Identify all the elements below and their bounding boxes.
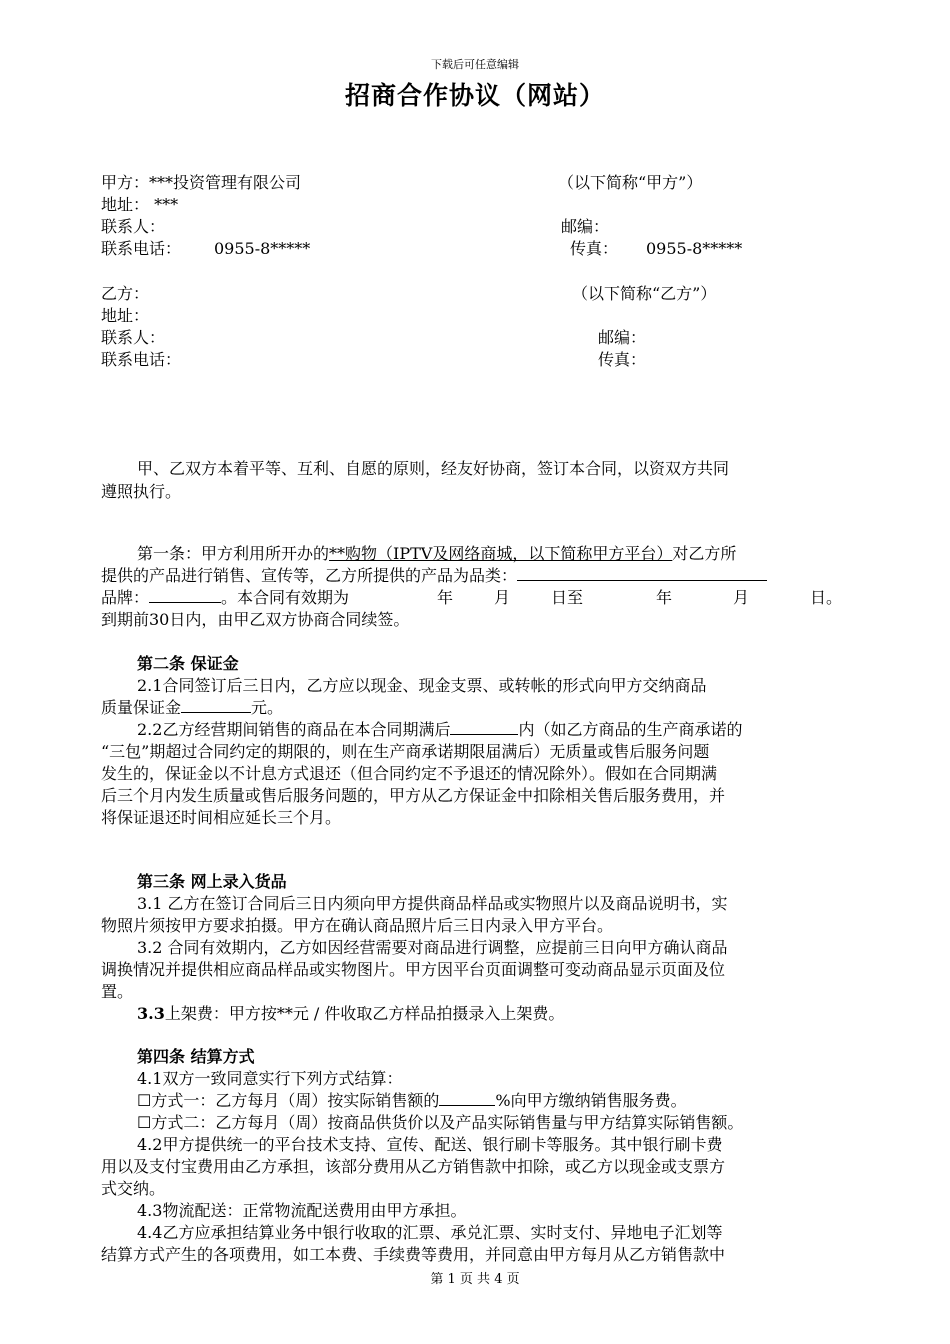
article-4-p4-line-1: 4.4乙方应承担结算业务中银行收取的汇票、承兑汇票、实时支付、异地电子汇划等 [137,1223,723,1242]
party-a-name: 甲方：***投资管理有限公司 [101,173,302,192]
article-3-p2-line-3: 置。 [101,982,134,1001]
article-4-p2-line-1: 4.2甲方提供统一的平台技术支持、宣传、配送、银行刷卡等服务。其中银行刷卡费 [137,1135,723,1154]
article-3-heading: 第三条 网上录入货品 [137,872,287,891]
brand-blank[interactable] [149,587,221,603]
start-month: 月 [494,588,511,607]
article-4-option-2: ☐方式二：乙方每月（周）按商品供货价以及产品实际销售量与甲方结算实际销售额。 [137,1113,744,1132]
party-a-fax: 0955-8***** [646,239,743,258]
end-month: 月 [733,588,750,607]
article-2-p1-line-1: 2.1合同签订后三日内，乙方应以现金、现金支票、或转帐的形式向甲方交纳商品 [137,676,707,695]
article-4-option-1: ☐方式一：乙方每月（周）按实际销售额的 %向甲方缴纳销售服务费。 [137,1091,687,1110]
article-2-p2-line-1: 2.2乙方经营期间销售的商品在本合同期满后 内（如乙方商品的生产商承诺的 [137,720,743,739]
header-note: 下载后可任意编辑 [431,58,519,71]
end-day: 日。 [810,588,843,607]
party-b-fax-label: 传真： [598,350,647,369]
page-number: 第 1 页 共 4 页 [430,1272,520,1287]
article-1-line-2: 提供的产品进行销售、宣传等，乙方所提供的产品为品类： [101,565,767,586]
article-3-p2-line-1: 3.2 合同有效期内，乙方如因经营需要对商品进行调整，应提前三日向甲方确认商品 [137,938,728,957]
article-1-line-1: 第一条：甲方利用所开办的**购物（IPTV及网络商城，以下简称甲方平台）对乙方所 [137,544,737,563]
platform-name: **购物（IPTV及网络商城，以下简称甲方平台） [329,544,673,563]
article-1-line-3: 品牌： 。本合同有效期为 [101,588,350,607]
article-4-p2-line-2: 用以及支付宝费用由乙方承担，该部分费用从乙方销售款中扣除，或乙方以现金或支票方 [101,1157,726,1176]
article-4-p1: 4.1双方一致同意实行下列方式结算： [137,1069,403,1088]
party-b-address: 地址： [101,306,150,325]
preamble-line-2: 遵照执行。 [101,482,182,501]
party-a-postcode: 邮编： [561,217,610,236]
article-4-p3: 4.3物流配送：正常物流配送费用由甲方承担。 [137,1201,467,1220]
party-a-phone: 0955-8***** [214,239,311,258]
article-2-p2-line-3: 发生的，保证金以不计息方式退还（但合同约定不予退还的情况除外）。假如在合同期满 [101,764,718,783]
period-blank[interactable] [450,719,518,735]
party-a-phone-label: 联系电话： [101,239,182,258]
party-a-address: 地址： *** [101,195,179,214]
page-title: 招商合作协议（网站） [344,81,605,110]
category-blank[interactable] [517,565,767,581]
party-a-contact: 联系人： [101,217,166,236]
party-b-name: 乙方： [101,284,150,303]
party-b-postcode: 邮编： [598,328,647,347]
article-3-p1-line-2: 物照片须按甲方要求拍摄。甲方在确认商品照片后三日内录入甲方平台。 [101,916,614,935]
article-4-p4-line-2: 结算方式产生的各项费用，如工本费、手续费等费用，并同意由甲方每月从乙方销售款中 [101,1245,726,1264]
article-3-p2-line-2: 调换情况并提供相应商品样品或实物图片。甲方因平台页面调整可变动商品显示页面及位 [101,960,726,979]
article-2-p2-line-5: 将保证退还时间相应延长三个月。 [101,808,342,827]
preamble-line-1: 甲、乙双方本着平等、互利、自愿的原则，经友好协商，签订本合同，以资双方共同 [137,459,730,478]
article-2-heading: 第二条 保证金 [137,654,239,673]
end-year: 年 [656,588,673,607]
article-2-p1-line-2: 质量保证金 元。 [101,698,284,717]
start-day: 日至 [551,588,584,607]
article-4-heading: 第四条 结算方式 [137,1047,255,1066]
article-2-p2-line-4: 后三个月内发生质量或售后服务问题的，甲方从乙方保证金中扣除相关售后服务费用，并 [101,786,726,805]
article-3-p1-line-1: 3.1 乙方在签订合同后三日内须向甲方提供商品样品或实物照片以及商品说明书，实 [137,894,728,913]
party-a-fax-label: 传真： [570,239,619,258]
party-b-contact: 联系人： [101,328,166,347]
party-b-phone-label: 联系电话： [101,350,182,369]
article-2-p2-line-2: “三包”期超过合同约定的期限的，则在生产商承诺期限届满后）无质量或售后服务问题 [101,742,710,761]
party-a-alias: （以下简称“甲方”） [558,173,703,192]
deposit-amount-blank[interactable] [181,697,251,713]
party-b-alias: （以下简称“乙方”） [572,284,717,303]
article-1-line-4: 到期前30日内，由甲乙双方协商合同续签。 [101,610,410,629]
service-rate-blank[interactable] [439,1090,495,1106]
article-3-p3: 3.3上架费：甲方按**元 / 件收取乙方样品拍摄录入上架费。 [137,1004,565,1023]
start-year: 年 [437,588,454,607]
article-4-p2-line-3: 式交纳。 [101,1179,166,1198]
